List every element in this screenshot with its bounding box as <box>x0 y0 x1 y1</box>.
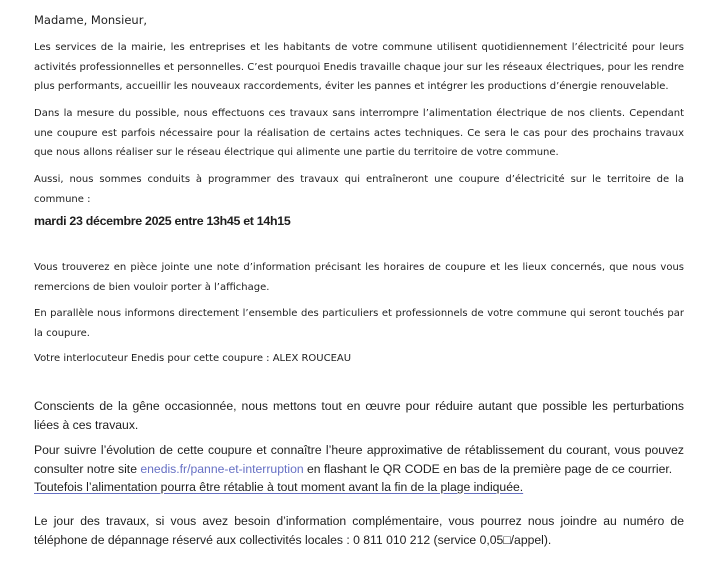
paragraph-works: Dans la mesure du possible, nous effectuons ces travaux sans interrompre l’alimentation électrique de nos clients. Cependant une coupure est parfois nécessaire pour la réalisation de certains actes techniques. Ce sera le cas pour des prochains travaux que nous allons réaliser sur le réseau électrique qui alimente une partie du territoire de votre commune. <box>34 108 684 158</box>
paragraph-information: En parallèle nous informons directement l’ensemble des particuliers et professionnels de votre commune qui seront touchés par la coupure. <box>34 308 684 339</box>
contact-person: Votre interlocuteur Enedis pour cette coupure : ALEX ROUCEAU <box>34 353 352 364</box>
paragraph-outage-notice: Aussi, nous sommes conduits à programmer des travaux qui entraîneront une coupure d’électricité sur le territoire de la commune : <box>34 174 684 205</box>
follow-up-text: Pour suivre l’évolution de cette coupure et connaître l’heure approximative de rétablissement du courant, vous pouvez consulter notre site <box>34 443 684 476</box>
paragraph-attachment: Vous trouverez en pièce jointe une note d’information précisant les horaires de coupure et les lieux concernés, que nous vous remercions de bien vouloir porter à l’affichage. <box>34 262 684 293</box>
paragraph-follow-up <box>34 441 684 497</box>
restoration-warning: Toutefois l’alimentation pourra être rétablie à tout moment avant la fin de la plage indiquée. <box>34 480 524 494</box>
outage-date: mardi 23 décembre 2025 entre 13h45 et 14h15 <box>34 214 291 228</box>
follow-up-text-end: en flashant le QR CODE en bas de la première page de ce courrier. <box>303 461 673 476</box>
paragraph-intro: Les services de la mairie, les entreprises et les habitants de votre commune utilisent quotidiennement l’électricité pour leurs activités professionnelles et personnelles. C’est pourquoi Enedis travaille chaque jour sur les réseaux électriques, pour les rendre plus performants, accueillir les nouveaux raccordements, éviter les pannes et intégrer les productions d’énergie renouvelable. <box>34 42 684 92</box>
paragraph-apology: Conscients de la gêne occasionnée, nous mettons tout en œuvre pour réduire autant que possible les perturbations liées à ces travaux. <box>34 399 684 432</box>
enedis-website-link[interactable]: enedis.fr/panne-et-interruption <box>140 461 304 476</box>
paragraph-hotline: Le jour des travaux, si vous avez besoin d’information complémentaire, vous pourrez nous joindre au numéro de téléphone de dépannage réservé aux collectivités locales : 0 811 010 212 (service 0,05□/appel). <box>34 514 684 547</box>
salutation: Madame, Monsieur, <box>34 13 148 27</box>
